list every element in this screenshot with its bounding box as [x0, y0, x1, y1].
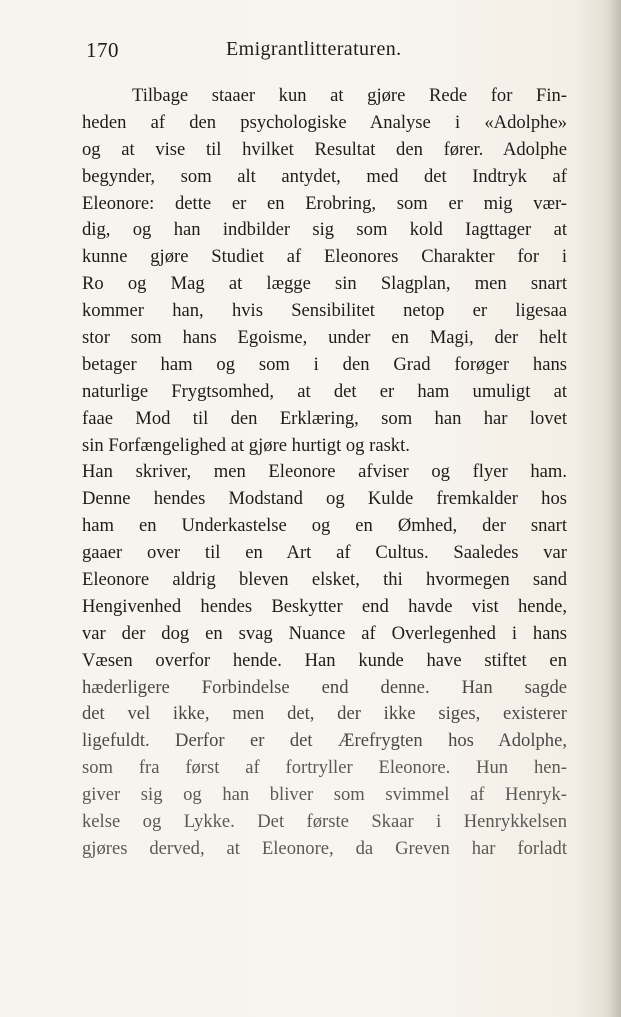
- text-line: og at vise til hvilket Resultat den fører. Adolphe: [82, 138, 567, 160]
- page-number: 170: [86, 38, 119, 62]
- text-line: Hengivenhed hendes Beskytter end havde vist hende,: [82, 595, 567, 617]
- text-line: betager ham og som i den Grad forøger hans: [82, 353, 567, 375]
- text-line: gaaer over til en Art af Cultus. Saaledes var: [82, 542, 567, 564]
- text-line: dig, og han indbilder sig som kold Iagttager at: [82, 219, 567, 241]
- text-line: naturlige Frygtsomhed, at det er ham umuligt at: [82, 380, 567, 402]
- text-line: faae Mod til den Erklæring, som han har lovet: [82, 407, 567, 429]
- text-line: var der dog en svag Nuance af Overlegenhed i hans: [82, 622, 567, 644]
- text-line: Han skriver, men Eleonore afviser og flyer ham.: [82, 461, 567, 483]
- page-edge-shadow: [607, 0, 621, 1017]
- text-line: sin Forfængelighed at gjøre hurtigt og raskt.: [82, 434, 410, 456]
- text-line: ham en Underkastelse og en Ømhed, der snart: [82, 515, 567, 537]
- text-line: Denne hendes Modstand og Kulde fremkalder hos: [82, 488, 567, 510]
- text-line: Eleonore aldrig bleven elsket, thi hvormegen sand: [82, 569, 567, 591]
- text-line: det vel ikke, men det, der ikke siges, existerer: [82, 703, 567, 725]
- text-line: som fra først af fortryller Eleonore. Hun hen-: [82, 757, 567, 779]
- text-line: kommer han, hvis Sensibilitet netop er ligesaa: [82, 300, 567, 322]
- text-line: giver sig og han bliver som svimmel af Henryk-: [82, 784, 567, 806]
- text-line: gjøres derved, at Eleonore, da Greven har forladt: [82, 837, 567, 859]
- text-line: ligefuldt. Derfor er det Ærefrygten hos Adolphe,: [82, 730, 567, 752]
- text-line: stor som hans Egoisme, under en Magi, der helt: [82, 327, 567, 349]
- text-line: kunne gjøre Studiet af Eleonores Charakter for i: [82, 246, 567, 268]
- page-header: [86, 38, 566, 68]
- text-line: Ro og Mag at lægge sin Slagplan, men snart: [82, 273, 567, 295]
- text-line: begynder, som alt antydet, med det Indtryk af: [82, 165, 567, 187]
- text-line: Væsen overfor hende. Han kunde have stiftet en: [82, 649, 567, 671]
- body-text: [82, 83, 567, 863]
- text-line: Eleonore: dette er en Erobring, som er mig vær-: [82, 192, 567, 214]
- running-title: Emigrantlitteraturen.: [226, 38, 402, 60]
- text-line: hæderligere Forbindelse end denne. Han sagde: [82, 676, 567, 698]
- text-line: heden af den psychologiske Analyse i «Adolphe»: [82, 111, 567, 133]
- text-line: Tilbage staaer kun at gjøre Rede for Fin-: [132, 85, 567, 106]
- text-line: kelse og Lykke. Det første Skaar i Henrykkelsen: [82, 811, 567, 833]
